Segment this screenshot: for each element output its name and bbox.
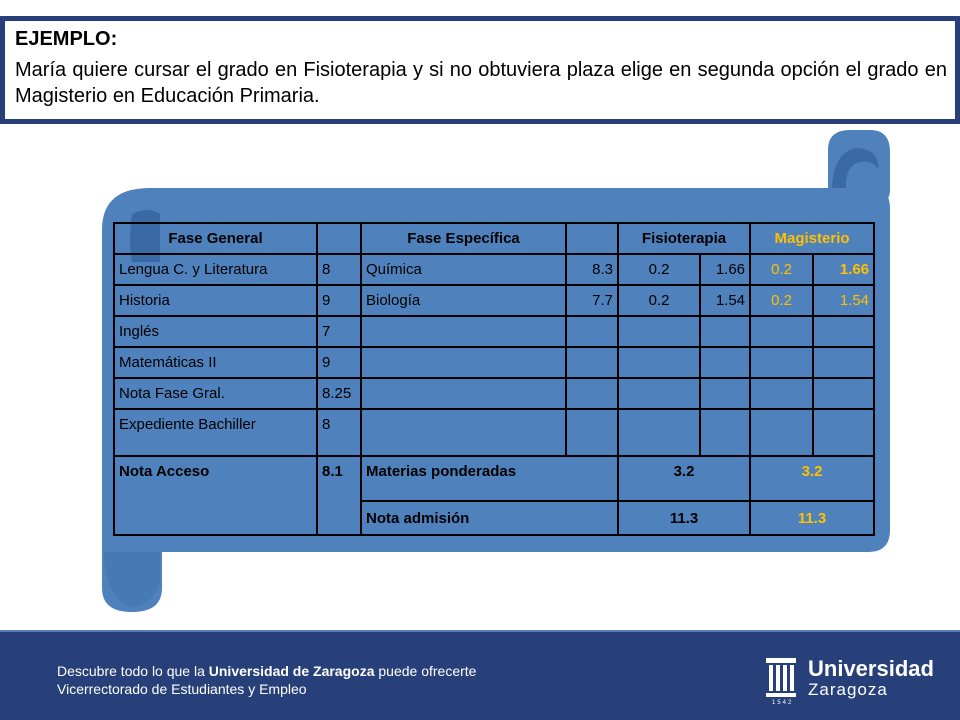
- empty-cell: [813, 347, 874, 378]
- header-empty-cell: [317, 223, 361, 254]
- nota-acceso-value: 8.1: [317, 456, 361, 535]
- subject-cell: Inglés: [114, 316, 317, 347]
- fisio-score-cell: 1.54: [700, 285, 750, 316]
- grade-cell: 9: [317, 285, 361, 316]
- admision-mag: 11.3: [750, 501, 874, 535]
- grade-cell: 8: [317, 409, 361, 456]
- logo-sub: Zaragoza: [808, 680, 888, 699]
- specific-grade-cell: 7.7: [566, 285, 618, 316]
- grade-cell: 8.25: [317, 378, 361, 409]
- empty-cell: [813, 378, 874, 409]
- mag-score-cell: 1.66: [813, 254, 874, 285]
- fisio-weight-cell: 0.2: [618, 254, 700, 285]
- empty-cell: [566, 378, 618, 409]
- footer: [0, 630, 960, 720]
- footer-line-1: [57, 662, 476, 680]
- admision-fisio: 11.3: [618, 501, 750, 535]
- fisio-score-cell: 1.66: [700, 254, 750, 285]
- table-row: [114, 254, 874, 285]
- header-empty-cell: [566, 223, 618, 254]
- subject-cell: Nota Fase Gral.: [114, 378, 317, 409]
- empty-cell: [566, 347, 618, 378]
- empty-cell: [750, 347, 813, 378]
- subject-cell: Lengua C. y Literatura: [114, 254, 317, 285]
- empty-cell: [361, 378, 566, 409]
- table-row: [114, 347, 874, 378]
- subject-cell: Matemáticas II: [114, 347, 317, 378]
- ponderadas-mag: 3.2: [750, 456, 874, 501]
- empty-cell: [700, 378, 750, 409]
- header-magisterio: Magisterio: [750, 223, 874, 254]
- example-text: María quiere cursar el grado en Fisioterapia y si no obtuviera plaza elige en segunda opción el grado en Magisterio en Educación Primaria.: [15, 59, 947, 107]
- table-row: [114, 285, 874, 316]
- empty-cell: [361, 409, 566, 456]
- grades-table: [113, 222, 875, 536]
- empty-cell: [700, 347, 750, 378]
- example-title: EJEMPLO:: [15, 28, 118, 50]
- grade-cell: 7: [317, 316, 361, 347]
- table-row-acceso: [114, 456, 874, 501]
- grade-cell: 9: [317, 347, 361, 378]
- ponderadas-label: Materias ponderadas: [361, 456, 618, 501]
- empty-cell: [813, 409, 874, 456]
- empty-cell: [813, 316, 874, 347]
- mag-weight-cell: 0.2: [750, 285, 813, 316]
- header-fase-general: Fase General: [114, 223, 317, 254]
- ponderadas-fisio: 3.2: [618, 456, 750, 501]
- footer-line-2: Vicerrectorado de Estudiantes y Empleo: [57, 681, 307, 697]
- table-row: [114, 409, 874, 456]
- specific-subject-cell: Biología: [361, 285, 566, 316]
- empty-cell: [618, 378, 700, 409]
- specific-grade-cell: 8.3: [566, 254, 618, 285]
- empty-cell: [618, 347, 700, 378]
- university-logo: [764, 656, 934, 716]
- header-fisioterapia: Fisioterapia: [618, 223, 750, 254]
- empty-cell: [566, 409, 618, 456]
- table-row: [114, 316, 874, 347]
- empty-cell: [361, 347, 566, 378]
- admision-label: Nota admisión: [361, 501, 618, 535]
- empty-cell: [566, 316, 618, 347]
- logo-year: 1542: [772, 700, 794, 706]
- empty-cell: [361, 316, 566, 347]
- footer-university-name: Universidad de Zaragoza: [208, 663, 375, 679]
- logo-name: Universidad: [808, 656, 934, 681]
- empty-cell: [750, 378, 813, 409]
- fisio-weight-cell: 0.2: [618, 285, 700, 316]
- table-header-row: [114, 223, 874, 254]
- footer-line-1-pre: Descubre todo lo que la: [57, 663, 209, 679]
- mag-score-cell: 1.54: [813, 285, 874, 316]
- empty-cell: [618, 409, 700, 456]
- empty-cell: [750, 409, 813, 456]
- empty-cell: [700, 316, 750, 347]
- subject-cell: Expediente Bachiller: [114, 409, 317, 456]
- specific-subject-cell: Química: [361, 254, 566, 285]
- example-box: [0, 16, 960, 124]
- footer-line-1-post: puede ofrecerte: [374, 663, 477, 679]
- nota-acceso-label: Nota Acceso: [114, 456, 317, 535]
- subject-cell: Historia: [114, 285, 317, 316]
- empty-cell: [750, 316, 813, 347]
- university-building-icon: [764, 656, 798, 700]
- mag-weight-cell: 0.2: [750, 254, 813, 285]
- empty-cell: [618, 316, 700, 347]
- empty-cell: [700, 409, 750, 456]
- footer-text: [57, 662, 476, 698]
- grade-cell: 8: [317, 254, 361, 285]
- table-row: [114, 378, 874, 409]
- header-fase-especifica: Fase Específica: [361, 223, 566, 254]
